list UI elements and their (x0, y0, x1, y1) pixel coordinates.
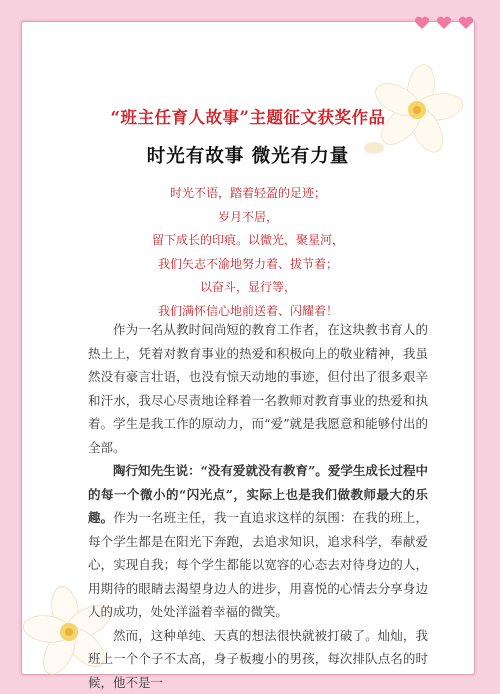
paragraph-continuation: 作为一名班主任，我一直追求这样的氛围：在我的班上，每个学生都是在阳光下奔跑，去追求知识，追求科学，奉献爱心，实现自我；每个学生都能以宽容的心态去对待身边的人，用期待的眼睛去渴望身边人的进步，用喜悦的心情去分享身边人的成功，处处洋溢着幸福的微笑。 (88, 510, 428, 619)
paragraph: 作为一名从教时间尚短的教育工作者，在这块教书育人的热土上，凭着对教育事业的热爱和积极向上的敬业精神，我虽然没有豪言壮语，也没有惊天动地的事迹，但付出了很多艰辛和汗水，我尽心尽责地诠释着一名教师对教育事业的热爱和执着。学生是我工作的原动力，而“爱”就是我愿意和能够付出的全部。 (88, 318, 428, 459)
heart-icon (436, 16, 452, 30)
poem-line: 我们满怀信心地前送着、闪耀着！ (22, 300, 474, 324)
heart-icon (414, 16, 430, 30)
paragraph: 然而，这种单纯、天真的想法很快就被打破了。灿灿，我班上一个个子不太高，身子板瘦小的男孩，每次排队点名的时候，他不是一 (88, 624, 428, 694)
poem-line: 我们矢志不渝地努力着、拔节着； (22, 253, 474, 277)
page-title: “班主任育人故事”主题征文获奖作品 (22, 104, 474, 128)
poem (22, 182, 474, 323)
page-subtitle: 时光有故事 微光有力量 (22, 142, 474, 168)
poem-line: 岁月不居， (22, 206, 474, 230)
document-page (21, 21, 475, 675)
poem-line: 留下成长的印痕。以微光，聚星河， (22, 229, 474, 253)
paragraph (88, 459, 428, 624)
article (22, 22, 474, 674)
body-text (88, 318, 428, 694)
heart-icon (458, 16, 474, 30)
poem-line: 时光不语，踏着轻盈的足迹； (22, 182, 474, 206)
hearts-decoration (414, 16, 474, 30)
paragraph-quote: 陶行知先生说：“没有爱就没有教育”。爱学生成长过程中的每一个微小的“闪光点”，实际上也是我们做教师最大的乐趣。 (88, 463, 428, 525)
poem-line: 以奋斗，显行等， (22, 276, 474, 300)
